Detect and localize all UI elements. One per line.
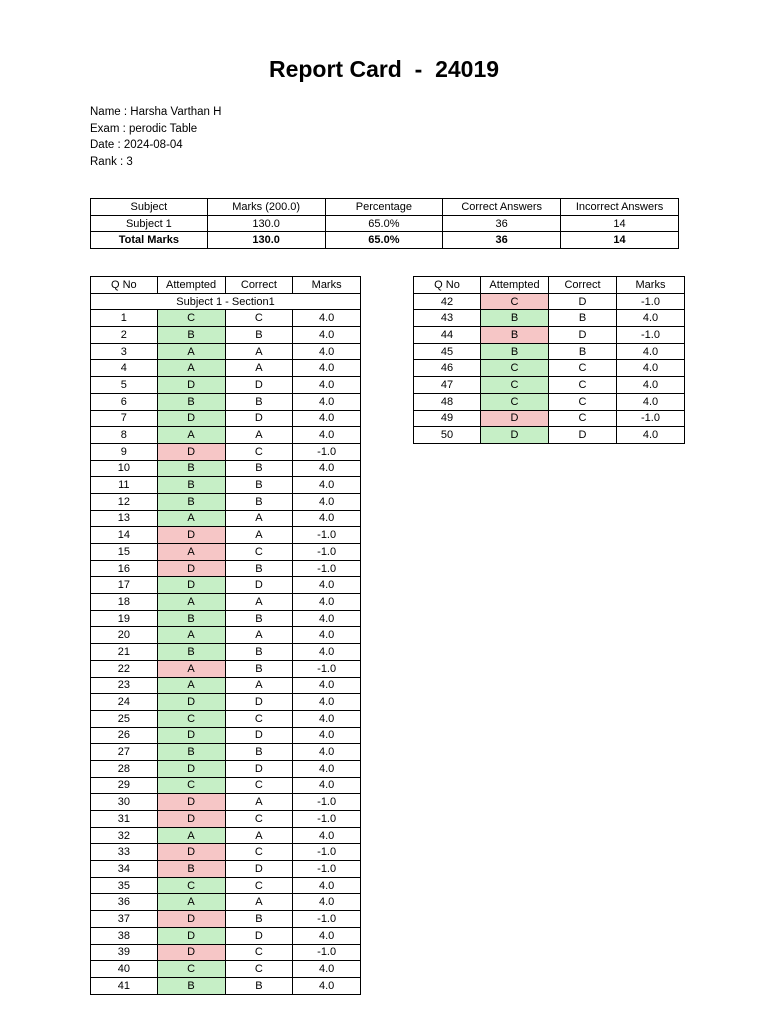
question-marks: 4.0 [293, 977, 361, 994]
question-row [91, 911, 361, 928]
question-row [91, 694, 361, 711]
question-marks: 4.0 [293, 760, 361, 777]
question-row [91, 811, 361, 828]
student-info [90, 104, 221, 171]
questions-table-right [413, 276, 685, 444]
question-row [91, 443, 361, 460]
correct-answer: C [225, 710, 293, 727]
question-row [414, 360, 685, 377]
correct-answer: A [225, 827, 293, 844]
summary-header: Subject [91, 199, 208, 216]
correct-answer: B [225, 560, 293, 577]
question-row [414, 327, 685, 344]
question-number: 7 [91, 410, 158, 427]
attempted-answer: A [157, 827, 225, 844]
question-row [91, 844, 361, 861]
correct-answer: A [225, 527, 293, 544]
attempted-answer: D [157, 927, 225, 944]
attempted-answer: D [157, 794, 225, 811]
attempted-answer: C [157, 877, 225, 894]
attempted-answer: C [157, 310, 225, 327]
question-marks: 4.0 [293, 577, 361, 594]
question-row [91, 961, 361, 978]
summary-cell: 36 [443, 215, 561, 232]
question-marks: 4.0 [293, 727, 361, 744]
question-number: 32 [91, 827, 158, 844]
correct-answer: D [225, 410, 293, 427]
correct-answer: D [225, 694, 293, 711]
question-row [91, 343, 361, 360]
question-marks: 4.0 [293, 477, 361, 494]
question-number: 8 [91, 427, 158, 444]
question-row [91, 927, 361, 944]
attempted-answer: A [157, 510, 225, 527]
correct-answer: B [549, 343, 617, 360]
question-marks: 4.0 [293, 894, 361, 911]
question-number: 14 [91, 527, 158, 544]
question-marks: 4.0 [617, 393, 685, 410]
question-number: 49 [414, 410, 481, 427]
column-header: Correct [225, 277, 293, 294]
column-header: Attempted [157, 277, 225, 294]
attempted-answer: B [157, 493, 225, 510]
question-number: 26 [91, 727, 158, 744]
correct-answer: D [225, 727, 293, 744]
correct-answer: B [225, 660, 293, 677]
attempted-answer: A [157, 343, 225, 360]
question-number: 19 [91, 610, 158, 627]
attempted-answer: B [157, 610, 225, 627]
attempted-answer: A [157, 894, 225, 911]
question-marks: 4.0 [293, 327, 361, 344]
question-marks: 4.0 [293, 827, 361, 844]
question-number: 9 [91, 443, 158, 460]
attempted-answer: D [157, 410, 225, 427]
question-number: 35 [91, 877, 158, 894]
attempted-answer: B [157, 861, 225, 878]
question-marks: -1.0 [293, 660, 361, 677]
question-number: 37 [91, 911, 158, 928]
question-number: 5 [91, 377, 158, 394]
attempted-answer: B [157, 477, 225, 494]
summary-header: Percentage [325, 199, 443, 216]
correct-answer: C [225, 877, 293, 894]
attempted-answer: B [481, 343, 549, 360]
question-marks: 4.0 [293, 343, 361, 360]
correct-answer: D [225, 927, 293, 944]
question-row [91, 477, 361, 494]
summary-total-cell: 130.0 [207, 232, 325, 249]
attempted-answer: C [481, 377, 549, 394]
section-row [91, 293, 361, 310]
correct-answer: D [225, 377, 293, 394]
correct-answer: D [549, 293, 617, 310]
correct-answer: A [225, 360, 293, 377]
question-marks: -1.0 [617, 410, 685, 427]
question-row [414, 310, 685, 327]
question-number: 24 [91, 694, 158, 711]
summary-table [90, 198, 679, 249]
question-row [91, 977, 361, 994]
correct-answer: C [225, 310, 293, 327]
question-number: 42 [414, 293, 481, 310]
correct-answer: B [549, 310, 617, 327]
question-row [91, 877, 361, 894]
student-rank: Rank : 3 [90, 156, 133, 169]
attempted-answer: C [481, 360, 549, 377]
question-marks: -1.0 [293, 811, 361, 828]
attempted-answer: B [157, 393, 225, 410]
correct-answer: B [225, 744, 293, 761]
correct-answer: B [225, 644, 293, 661]
question-row [91, 710, 361, 727]
question-marks: 4.0 [293, 310, 361, 327]
correct-answer: A [225, 894, 293, 911]
question-number: 20 [91, 627, 158, 644]
question-number: 40 [91, 961, 158, 978]
question-marks: 4.0 [617, 343, 685, 360]
question-row [91, 660, 361, 677]
question-number: 23 [91, 677, 158, 694]
attempted-answer: D [157, 377, 225, 394]
question-row [91, 310, 361, 327]
correct-answer: A [225, 794, 293, 811]
exam-date: Date : 2024-08-04 [90, 139, 183, 152]
attempted-answer: D [157, 844, 225, 861]
section-title: Subject 1 - Section1 [91, 293, 361, 310]
exam-name: Exam : perodic Table [90, 122, 198, 135]
question-number: 46 [414, 360, 481, 377]
correct-answer: A [225, 627, 293, 644]
question-number: 3 [91, 343, 158, 360]
question-marks: 4.0 [293, 427, 361, 444]
question-number: 43 [414, 310, 481, 327]
correct-answer: D [549, 327, 617, 344]
attempted-answer: C [157, 961, 225, 978]
attempted-answer: D [157, 911, 225, 928]
attempted-answer: C [157, 710, 225, 727]
question-row [91, 560, 361, 577]
correct-answer: B [225, 477, 293, 494]
attempted-answer: D [481, 427, 549, 444]
question-number: 1 [91, 310, 158, 327]
question-row [91, 410, 361, 427]
question-marks: 4.0 [293, 393, 361, 410]
question-marks: 4.0 [293, 460, 361, 477]
correct-answer: A [225, 510, 293, 527]
question-number: 11 [91, 477, 158, 494]
question-marks: 4.0 [293, 377, 361, 394]
question-number: 6 [91, 393, 158, 410]
question-row [414, 410, 685, 427]
attempted-answer: A [157, 360, 225, 377]
summary-cell: 65.0% [325, 215, 443, 232]
question-marks: 4.0 [293, 777, 361, 794]
question-number: 38 [91, 927, 158, 944]
question-marks: 4.0 [293, 961, 361, 978]
summary-total-cell: 65.0% [325, 232, 443, 249]
attempted-answer: A [157, 677, 225, 694]
correct-answer: B [225, 911, 293, 928]
question-marks: 4.0 [293, 360, 361, 377]
correct-answer: D [549, 427, 617, 444]
correct-answer: C [225, 443, 293, 460]
question-row [91, 861, 361, 878]
questions-body-left [91, 310, 361, 994]
question-marks: 4.0 [293, 594, 361, 611]
question-marks: -1.0 [617, 293, 685, 310]
correct-answer: C [225, 811, 293, 828]
attempted-answer: B [481, 327, 549, 344]
column-header: Attempted [481, 277, 549, 294]
question-number: 50 [414, 427, 481, 444]
question-marks: 4.0 [293, 677, 361, 694]
attempted-answer: B [157, 460, 225, 477]
correct-answer: C [549, 377, 617, 394]
question-marks: -1.0 [293, 861, 361, 878]
attempted-answer: D [157, 527, 225, 544]
question-row [91, 460, 361, 477]
attempted-answer: D [157, 577, 225, 594]
correct-answer: B [225, 460, 293, 477]
attempted-answer: D [481, 410, 549, 427]
question-row [91, 677, 361, 694]
attempted-answer: B [157, 644, 225, 661]
page-title: Report Card - 24019 [268, 56, 500, 82]
correct-answer: C [549, 360, 617, 377]
correct-answer: C [225, 944, 293, 961]
questions-table-left [90, 276, 361, 995]
attempted-answer: B [157, 977, 225, 994]
question-number: 36 [91, 894, 158, 911]
attempted-answer: C [481, 293, 549, 310]
column-header: Marks [617, 277, 685, 294]
question-marks: 4.0 [293, 710, 361, 727]
question-marks: -1.0 [293, 527, 361, 544]
question-row [91, 327, 361, 344]
question-number: 25 [91, 710, 158, 727]
attempted-answer: A [157, 660, 225, 677]
attempted-answer: A [157, 427, 225, 444]
question-row [91, 644, 361, 661]
question-row [414, 293, 685, 310]
question-number: 47 [414, 377, 481, 394]
question-marks: 4.0 [293, 644, 361, 661]
column-header: Q No [414, 277, 481, 294]
summary-header: Marks (200.0) [207, 199, 325, 216]
question-number: 34 [91, 861, 158, 878]
question-marks: 4.0 [293, 744, 361, 761]
question-number: 41 [91, 977, 158, 994]
summary-header: Correct Answers [443, 199, 561, 216]
question-number: 16 [91, 560, 158, 577]
question-number: 30 [91, 794, 158, 811]
question-number: 18 [91, 594, 158, 611]
question-row [91, 527, 361, 544]
question-marks: 4.0 [293, 610, 361, 627]
questions-header-row [91, 277, 361, 294]
question-row [91, 744, 361, 761]
question-marks: -1.0 [293, 560, 361, 577]
question-number: 10 [91, 460, 158, 477]
question-marks: -1.0 [293, 544, 361, 561]
question-number: 29 [91, 777, 158, 794]
question-number: 31 [91, 811, 158, 828]
question-row [91, 610, 361, 627]
attempted-answer: D [157, 694, 225, 711]
correct-answer: A [225, 343, 293, 360]
question-row [91, 777, 361, 794]
correct-answer: C [549, 393, 617, 410]
question-marks: 4.0 [617, 360, 685, 377]
question-row [414, 427, 685, 444]
question-marks: -1.0 [293, 911, 361, 928]
question-number: 39 [91, 944, 158, 961]
question-row [414, 377, 685, 394]
question-number: 33 [91, 844, 158, 861]
question-marks: -1.0 [293, 794, 361, 811]
attempted-answer: B [481, 310, 549, 327]
correct-answer: C [225, 844, 293, 861]
question-number: 48 [414, 393, 481, 410]
question-marks: 4.0 [617, 377, 685, 394]
question-number: 28 [91, 760, 158, 777]
question-number: 45 [414, 343, 481, 360]
attempted-answer: A [157, 594, 225, 611]
question-row [91, 493, 361, 510]
correct-answer: B [225, 977, 293, 994]
summary-cell: 130.0 [207, 215, 325, 232]
question-number: 22 [91, 660, 158, 677]
attempted-answer: D [157, 727, 225, 744]
summary-cell: Subject 1 [91, 215, 208, 232]
question-number: 4 [91, 360, 158, 377]
question-number: 2 [91, 327, 158, 344]
summary-total-cell: 36 [443, 232, 561, 249]
correct-answer: C [225, 777, 293, 794]
correct-answer: D [225, 577, 293, 594]
correct-answer: B [225, 610, 293, 627]
column-header: Marks [293, 277, 361, 294]
attempted-answer: C [157, 777, 225, 794]
question-row [91, 760, 361, 777]
question-marks: 4.0 [293, 694, 361, 711]
question-row [91, 510, 361, 527]
questions-body-right [414, 293, 685, 443]
question-row [91, 827, 361, 844]
question-row [91, 393, 361, 410]
question-row [91, 427, 361, 444]
attempted-answer: A [157, 544, 225, 561]
question-marks: 4.0 [293, 510, 361, 527]
column-header: Q No [91, 277, 158, 294]
question-row [414, 393, 685, 410]
question-marks: 4.0 [293, 410, 361, 427]
question-row [91, 894, 361, 911]
correct-answer: B [225, 493, 293, 510]
question-marks: -1.0 [617, 327, 685, 344]
question-row [91, 544, 361, 561]
correct-answer: B [225, 393, 293, 410]
attempted-answer: D [157, 811, 225, 828]
attempted-answer: D [157, 944, 225, 961]
question-number: 44 [414, 327, 481, 344]
correct-answer: C [225, 544, 293, 561]
attempted-answer: A [157, 627, 225, 644]
question-row [91, 794, 361, 811]
summary-total-row [91, 232, 679, 249]
question-row [91, 727, 361, 744]
question-row [91, 360, 361, 377]
summary-header: Incorrect Answers [561, 199, 679, 216]
question-marks: -1.0 [293, 844, 361, 861]
question-row [91, 944, 361, 961]
summary-cell: 14 [561, 215, 679, 232]
question-number: 17 [91, 577, 158, 594]
summary-header-row [91, 199, 679, 216]
question-number: 13 [91, 510, 158, 527]
question-number: 12 [91, 493, 158, 510]
question-number: 15 [91, 544, 158, 561]
question-row [91, 577, 361, 594]
question-number: 21 [91, 644, 158, 661]
correct-answer: C [225, 961, 293, 978]
attempted-answer: D [157, 560, 225, 577]
question-marks: -1.0 [293, 944, 361, 961]
question-marks: 4.0 [293, 493, 361, 510]
questions-header-row [414, 277, 685, 294]
question-marks: -1.0 [293, 443, 361, 460]
question-number: 27 [91, 744, 158, 761]
column-header: Correct [549, 277, 617, 294]
correct-answer: D [225, 861, 293, 878]
question-marks: 4.0 [617, 310, 685, 327]
question-row [91, 594, 361, 611]
question-row [91, 377, 361, 394]
correct-answer: C [549, 410, 617, 427]
correct-answer: A [225, 427, 293, 444]
attempted-answer: D [157, 443, 225, 460]
question-row [91, 627, 361, 644]
summary-total-cell: Total Marks [91, 232, 208, 249]
question-row [414, 343, 685, 360]
question-marks: 4.0 [293, 627, 361, 644]
student-name: Name : Harsha Varthan H [90, 106, 222, 118]
attempted-answer: B [157, 327, 225, 344]
attempted-answer: D [157, 760, 225, 777]
question-marks: 4.0 [617, 427, 685, 444]
correct-answer: D [225, 760, 293, 777]
attempted-answer: B [157, 744, 225, 761]
attempted-answer: C [481, 393, 549, 410]
question-marks: 4.0 [293, 877, 361, 894]
correct-answer: A [225, 594, 293, 611]
summary-total-cell: 14 [561, 232, 679, 249]
correct-answer: A [225, 677, 293, 694]
summary-row [91, 215, 679, 232]
correct-answer: B [225, 327, 293, 344]
question-marks: 4.0 [293, 927, 361, 944]
